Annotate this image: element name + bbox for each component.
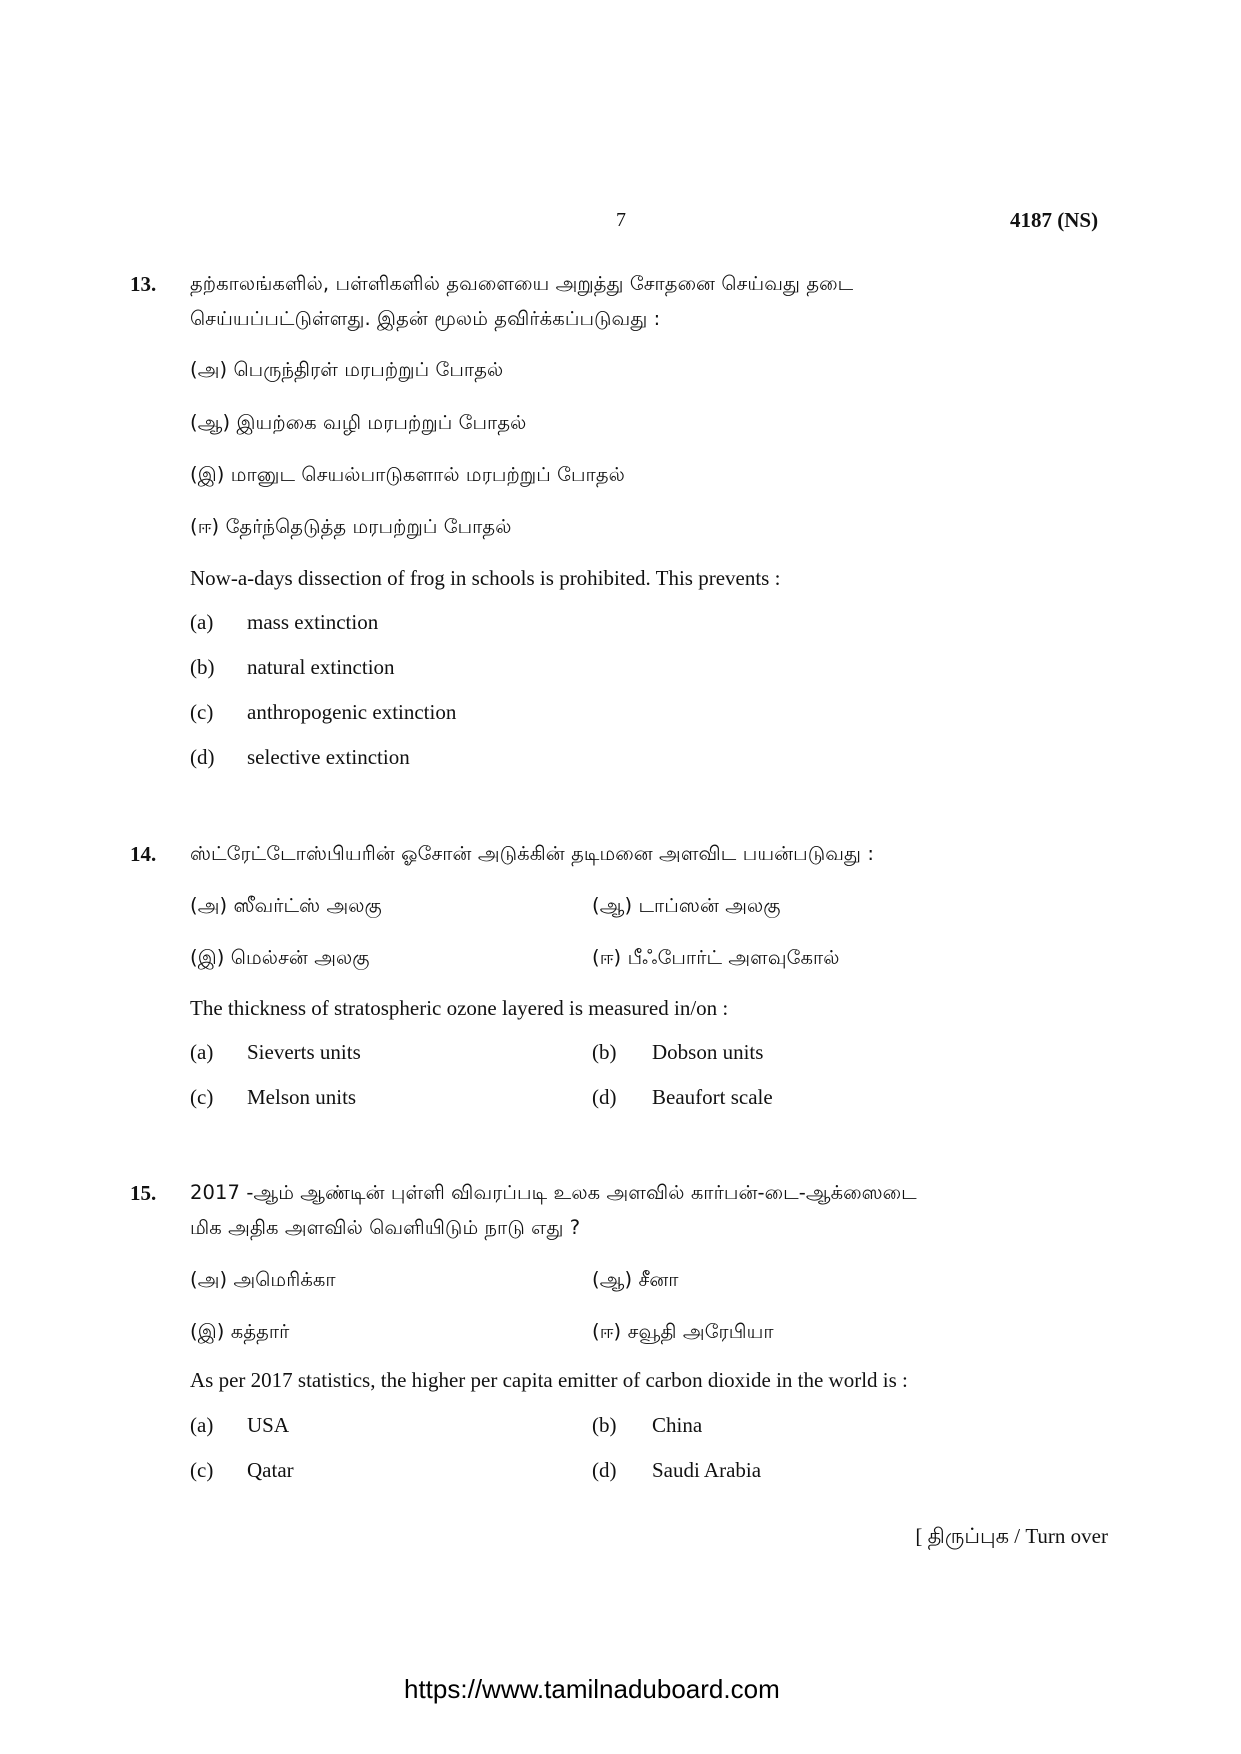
q15-option-b-label: (b)	[592, 1413, 617, 1437]
q15-tamil-option-c: (இ) கத்தார்	[190, 1320, 290, 1343]
turn-over-note: [ திருப்புக / Turn over	[915, 1524, 1108, 1548]
q13-option-b-label: (b)	[190, 655, 215, 679]
q14-tamil-option-d: (ஈ) பீஃபோர்ட் அளவுகோல்	[592, 946, 840, 969]
q15-option-c-label: (c)	[190, 1458, 214, 1482]
q15-tamil-option-a: (அ) அமெரிக்கா	[190, 1268, 336, 1291]
q14-tamil-option-b: (ஆ) டாப்ஸன் அலகு	[592, 894, 781, 917]
question-number-15: 15.	[130, 1181, 157, 1205]
q15-option-b-text: China	[652, 1413, 703, 1437]
q14-option-d-label: (d)	[592, 1085, 617, 1109]
q13-option-d-text: selective extinction	[247, 745, 410, 769]
q13-option-a-label: (a)	[190, 610, 214, 634]
q15-option-d-label: (d)	[592, 1458, 617, 1482]
q14-tamil-option-a: (அ) ஸீவர்ட்ஸ் அலகு	[190, 894, 382, 917]
q14-option-b-label: (b)	[592, 1040, 617, 1064]
q15-tamil-option-b: (ஆ) சீனா	[592, 1268, 679, 1291]
q14-tamil-line-1: ஸ்ட்ரேட்டோஸ்பியரின் ஓசோன் அடுக்கின் தடிமனை அளவிட பயன்படுவது :	[190, 842, 875, 865]
q14-option-c-text: Melson units	[247, 1085, 357, 1109]
paper-code: 4187 (NS)	[1010, 208, 1099, 232]
q15-option-c-text: Qatar	[247, 1458, 294, 1482]
q15-tamil-option-d: (ஈ) சவூதி அரேபியா	[592, 1320, 774, 1343]
question-number-13: 13.	[130, 272, 157, 296]
q13-english-question: Now-a-days dissection of frog in schools is prohibited. This prevents :	[190, 566, 781, 590]
q14-english-question: The thickness of stratospheric ozone layered is measured in/on :	[190, 996, 729, 1020]
q15-english-question: As per 2017 statistics, the higher per capita emitter of carbon dioxide in the world is :	[190, 1368, 908, 1392]
q14-option-c-label: (c)	[190, 1085, 214, 1109]
q14-option-a-text: Sieverts units	[247, 1040, 361, 1064]
q13-option-c-text: anthropogenic extinction	[247, 700, 457, 724]
q13-option-d-label: (d)	[190, 745, 215, 769]
q14-option-a-label: (a)	[190, 1040, 214, 1064]
q14-option-b-text: Dobson units	[652, 1040, 764, 1064]
q13-option-a-text: mass extinction	[247, 610, 379, 634]
q15-option-a-text: USA	[247, 1413, 290, 1437]
q14-tamil-option-c: (இ) மெல்சன் அலகு	[190, 946, 370, 969]
q13-tamil-line-2: செய்யப்பட்டுள்ளது. இதன் மூலம் தவிர்க்கப்படுவது :	[190, 307, 661, 330]
q14-option-d-text: Beaufort scale	[652, 1085, 773, 1109]
q15-tamil-line-1: 2017 -ஆம் ஆண்டின் புள்ளி விவரப்படி உலக அளவில் கார்பன்-டை-ஆக்ஸைடை	[190, 1181, 917, 1204]
q13-option-c-label: (c)	[190, 700, 214, 724]
q13-tamil-line-1: தற்காலங்களில், பள்ளிகளில் தவளையை அறுத்து சோதனை செய்வது தடை	[190, 272, 854, 295]
question-number-14: 14.	[130, 842, 157, 866]
q15-option-a-label: (a)	[190, 1413, 214, 1437]
q15-tamil-line-2: மிக அதிக அளவில் வெளியிடும் நாடு எது ?	[190, 1216, 581, 1239]
q13-tamil-option-b: (ஆ) இயற்கை வழி மரபற்றுப் போதல்	[190, 411, 527, 434]
q15-option-d-text: Saudi Arabia	[652, 1458, 762, 1482]
q13-tamil-option-a: (அ) பெருந்திரள் மரபற்றுப் போதல்	[190, 358, 504, 381]
q13-tamil-option-d: (ஈ) தேர்ந்தெடுத்த மரபற்றுப் போதல்	[190, 515, 512, 538]
q13-option-b-text: natural extinction	[247, 655, 395, 679]
page-number: 7	[616, 209, 626, 231]
website-url[interactable]: https://www.tamilnaduboard.com	[404, 1674, 780, 1704]
q13-tamil-option-c: (இ) மானுட செயல்பாடுகளால் மரபற்றுப் போதல்	[190, 463, 625, 486]
